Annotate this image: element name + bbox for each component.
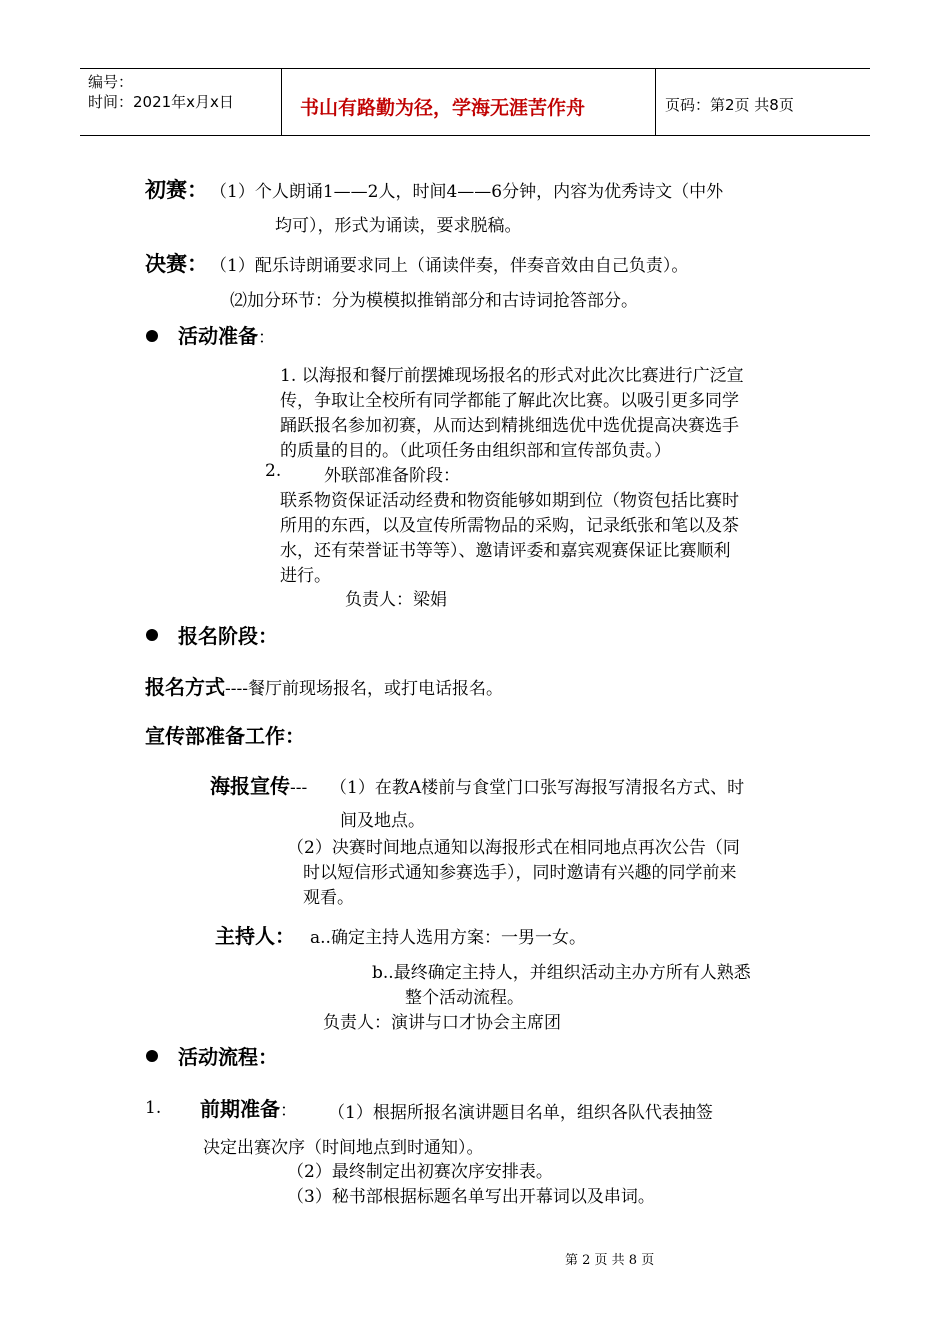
poster-dash: ---: [290, 778, 308, 798]
host-responsible: 负责人：演讲与口才协会主席团: [323, 1013, 561, 1033]
poster-label: 海报宣传: [210, 774, 290, 798]
prep-heading: [178, 320, 275, 349]
poster-line-2: 间及地点。: [340, 811, 425, 831]
page-footer: 第 2 页 共 8 页: [565, 1253, 655, 1268]
flow-item-heading: [200, 1093, 297, 1122]
prelim-line-1: （1）个人朗诵1——2人，时间4——6分钟，内容为优秀诗文（中外: [210, 182, 724, 202]
poster-line-1: （1）在教A楼前与食堂门口张写海报写清报名方式、时: [330, 778, 745, 798]
prep-item2-title: 外联部准备阶段：: [324, 466, 460, 486]
poster-line-3: （2）决赛时间地点通知以海报形式在相同地点再次公告（同: [287, 838, 740, 858]
poster-heading: [210, 770, 307, 799]
signup-method-label: 报名方式: [145, 675, 225, 699]
signup-title: 报名阶段：: [178, 624, 278, 648]
flow-item-label: 前期准备: [200, 1097, 280, 1121]
prep-item2-line-2: 所用的东西，以及宣传所需物品的采购，记录纸张和笔以及茶: [280, 516, 739, 536]
prep-item1-line-4: 的质量的目的。（此项任务由组织部和宣传部负责。）: [280, 441, 671, 461]
host-option-a: a..确定主持人选用方案：一男一女。: [310, 928, 586, 948]
host-label: 主持人：: [215, 924, 295, 948]
prep-title-colon: ：: [258, 328, 275, 348]
bullet-icon: [146, 629, 158, 641]
prep-item2-line-4: 进行。: [280, 566, 331, 586]
flow-item-number: 1.: [145, 1098, 162, 1118]
prep-title: 活动准备: [178, 324, 258, 348]
prep-responsible: 负责人：梁娟: [345, 590, 447, 610]
header-divider-right: [655, 68, 656, 136]
signup-method-text: ----餐厅前现场报名，或打电话报名。: [225, 679, 503, 699]
header-date-label: 时间：2021年x月x日: [88, 93, 234, 111]
prep-item1-line-2: 传，争取让全校所有同学都能了解此次比赛。以吸引更多同学: [280, 391, 739, 411]
flow-line-3: （2）最终制定出初赛次序安排表。: [287, 1162, 553, 1182]
flow-line-1: （1）根据所报名演讲题目名单，组织各队代表抽签: [328, 1103, 713, 1123]
final-line-1: （1）配乐诗朗诵要求同上（诵读伴奏，伴奏音效由自己负责）。: [210, 256, 689, 276]
header-code-label: 编号：: [88, 73, 134, 91]
prep-item2-line-3: 水，还有荣誉证书等等）、邀请评委和嘉宾观赛保证比赛顺利: [280, 541, 731, 561]
flow-title: 活动流程：: [178, 1045, 278, 1069]
prep-item2-line-1: 联系物资保证活动经费和物资能够如期到位（物资包括比赛时: [280, 491, 739, 511]
header-top-border: [80, 68, 870, 69]
prep-item1-line-3: 踊跃报名参加初赛，从而达到精挑细选优中选优提高决赛选手: [280, 416, 739, 436]
flow-line-2: 决定出赛次序（时间地点到时通知）。: [203, 1138, 484, 1158]
bullet-icon: [146, 1050, 158, 1062]
header-divider-left: [281, 68, 282, 136]
flow-item-colon: ：: [280, 1101, 297, 1121]
header-bottom-border: [80, 135, 870, 136]
publicity-title: 宣传部准备工作：: [145, 724, 305, 748]
prep-item2-number: 2.: [265, 461, 282, 481]
header-motto: 书山有路勤为径，学海无涯苦作舟: [300, 97, 586, 119]
final-label: 决赛：: [145, 252, 208, 276]
final-line-2: ⑵加分环节：分为模模拟推销部分和古诗词抢答部分。: [230, 291, 638, 311]
signup-method: [145, 671, 503, 700]
host-option-b-line-1: b..最终确定主持人，并组织活动主办方所有人熟悉: [372, 963, 751, 983]
prelim-label: 初赛：: [145, 178, 208, 202]
flow-line-4: （3）秘书部根据标题名单写出开幕词以及串词。: [287, 1187, 655, 1207]
bullet-icon: [146, 330, 158, 342]
host-option-b-line-2: 整个活动流程。: [405, 988, 524, 1008]
poster-line-5: 观看。: [303, 888, 354, 908]
prelim-line-2: 均可），形式为诵读，要求脱稿。: [275, 216, 522, 236]
poster-line-4: 时以短信形式通知参赛选手），同时邀请有兴趣的同学前来: [303, 863, 737, 883]
header-page-label: 页码：第2页 共8页: [665, 96, 794, 114]
prep-item1-line-1: 1. 以海报和餐厅前摆摊现场报名的形式对此次比赛进行广泛宣: [280, 366, 744, 386]
